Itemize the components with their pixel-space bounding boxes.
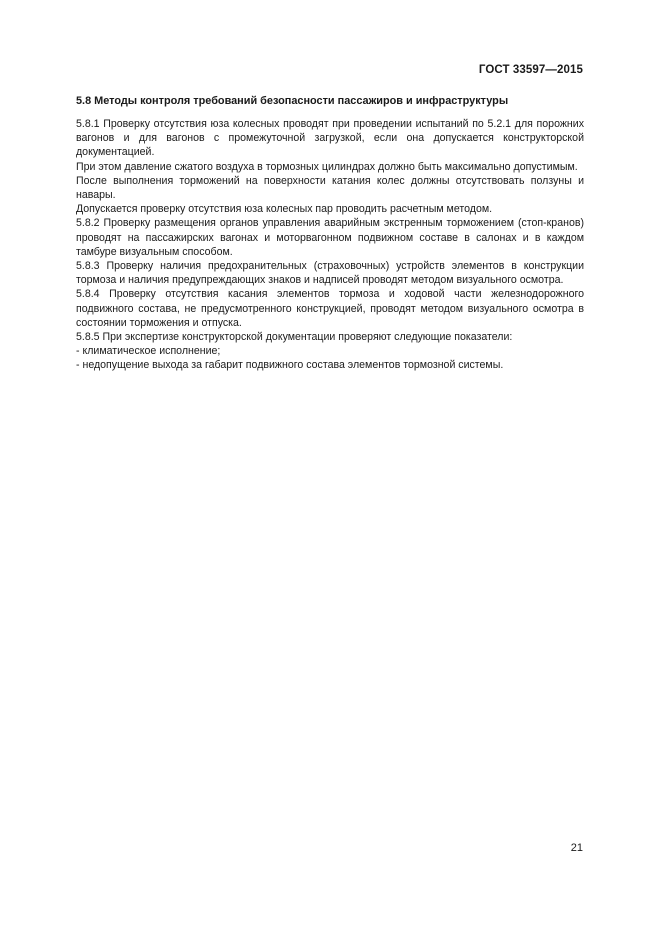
paragraph-5-8-1 [76, 117, 584, 160]
paragraph-5-8-3 [76, 259, 584, 287]
paragraph-5-8-5 [76, 330, 584, 344]
paragraph-text: 5.8.1 Проверку отсутствия юза колесных проводят при проведении испытаний по 5.2.1 для порожних вагонов и для вагонов с промежуточной загрузкой, если она допускается конструкторской документацией. [76, 118, 584, 159]
paragraph-text: При этом давление сжатого воздуха в тормозных цилиндрах должно быть максимально допустимым. [76, 160, 578, 173]
paragraph-5-8-2 [76, 216, 584, 259]
paragraph-text: Допускается проверку отсутствия юза колесных пар проводить расчетным методом. [76, 203, 493, 216]
paragraph-calculation [76, 202, 584, 216]
paragraph-after-braking [76, 174, 584, 202]
section-content [76, 94, 584, 373]
paragraph-text: 5.8.4 Проверку отсутствия касания элементов тормоза и ходовой части железнодорожного подвижного состава, не предусмотренного конструкцией, проводят методом визуального осмотра в состоянии торможения и отпуска. [76, 288, 584, 329]
standard-designation: ГОСТ 33597—2015 [478, 64, 583, 76]
paragraph-5-8-4 [76, 287, 584, 330]
list-item-clearance: - недопущение выхода за габарит подвижного состава элементов тормозной системы. [76, 359, 504, 372]
paragraph-text: 5.8.5 При экспертизе конструкторской документации проверяют следующие показатели: [76, 331, 513, 344]
page-number: 21 [570, 842, 583, 854]
paragraph-text: После выполнения торможений на поверхности катания колес должны отсутствовать ползуны и навары. [76, 174, 584, 202]
list-item-climatic: - климатическое исполнение; [76, 345, 221, 358]
paragraph-pressure [76, 160, 584, 174]
paragraph-text: 5.8.3 Проверку наличия предохранительных (страховочных) устройств элементов в конструкции тормоза и наличия предупреждающих знаков и надписей проводят методом визуального осмотра. [76, 260, 584, 287]
section-title: 5.8 Методы контроля требований безопасности пассажиров и инфраструктуры [76, 95, 509, 107]
paragraph-text: 5.8.2 Проверку размещения органов управления аварийным экстренным торможением (стоп-кранов) проводят на пассажирских вагонах и моторвагонном подвижном составе в салонах и в каждом тамбуре визуальным способом. [76, 217, 584, 258]
